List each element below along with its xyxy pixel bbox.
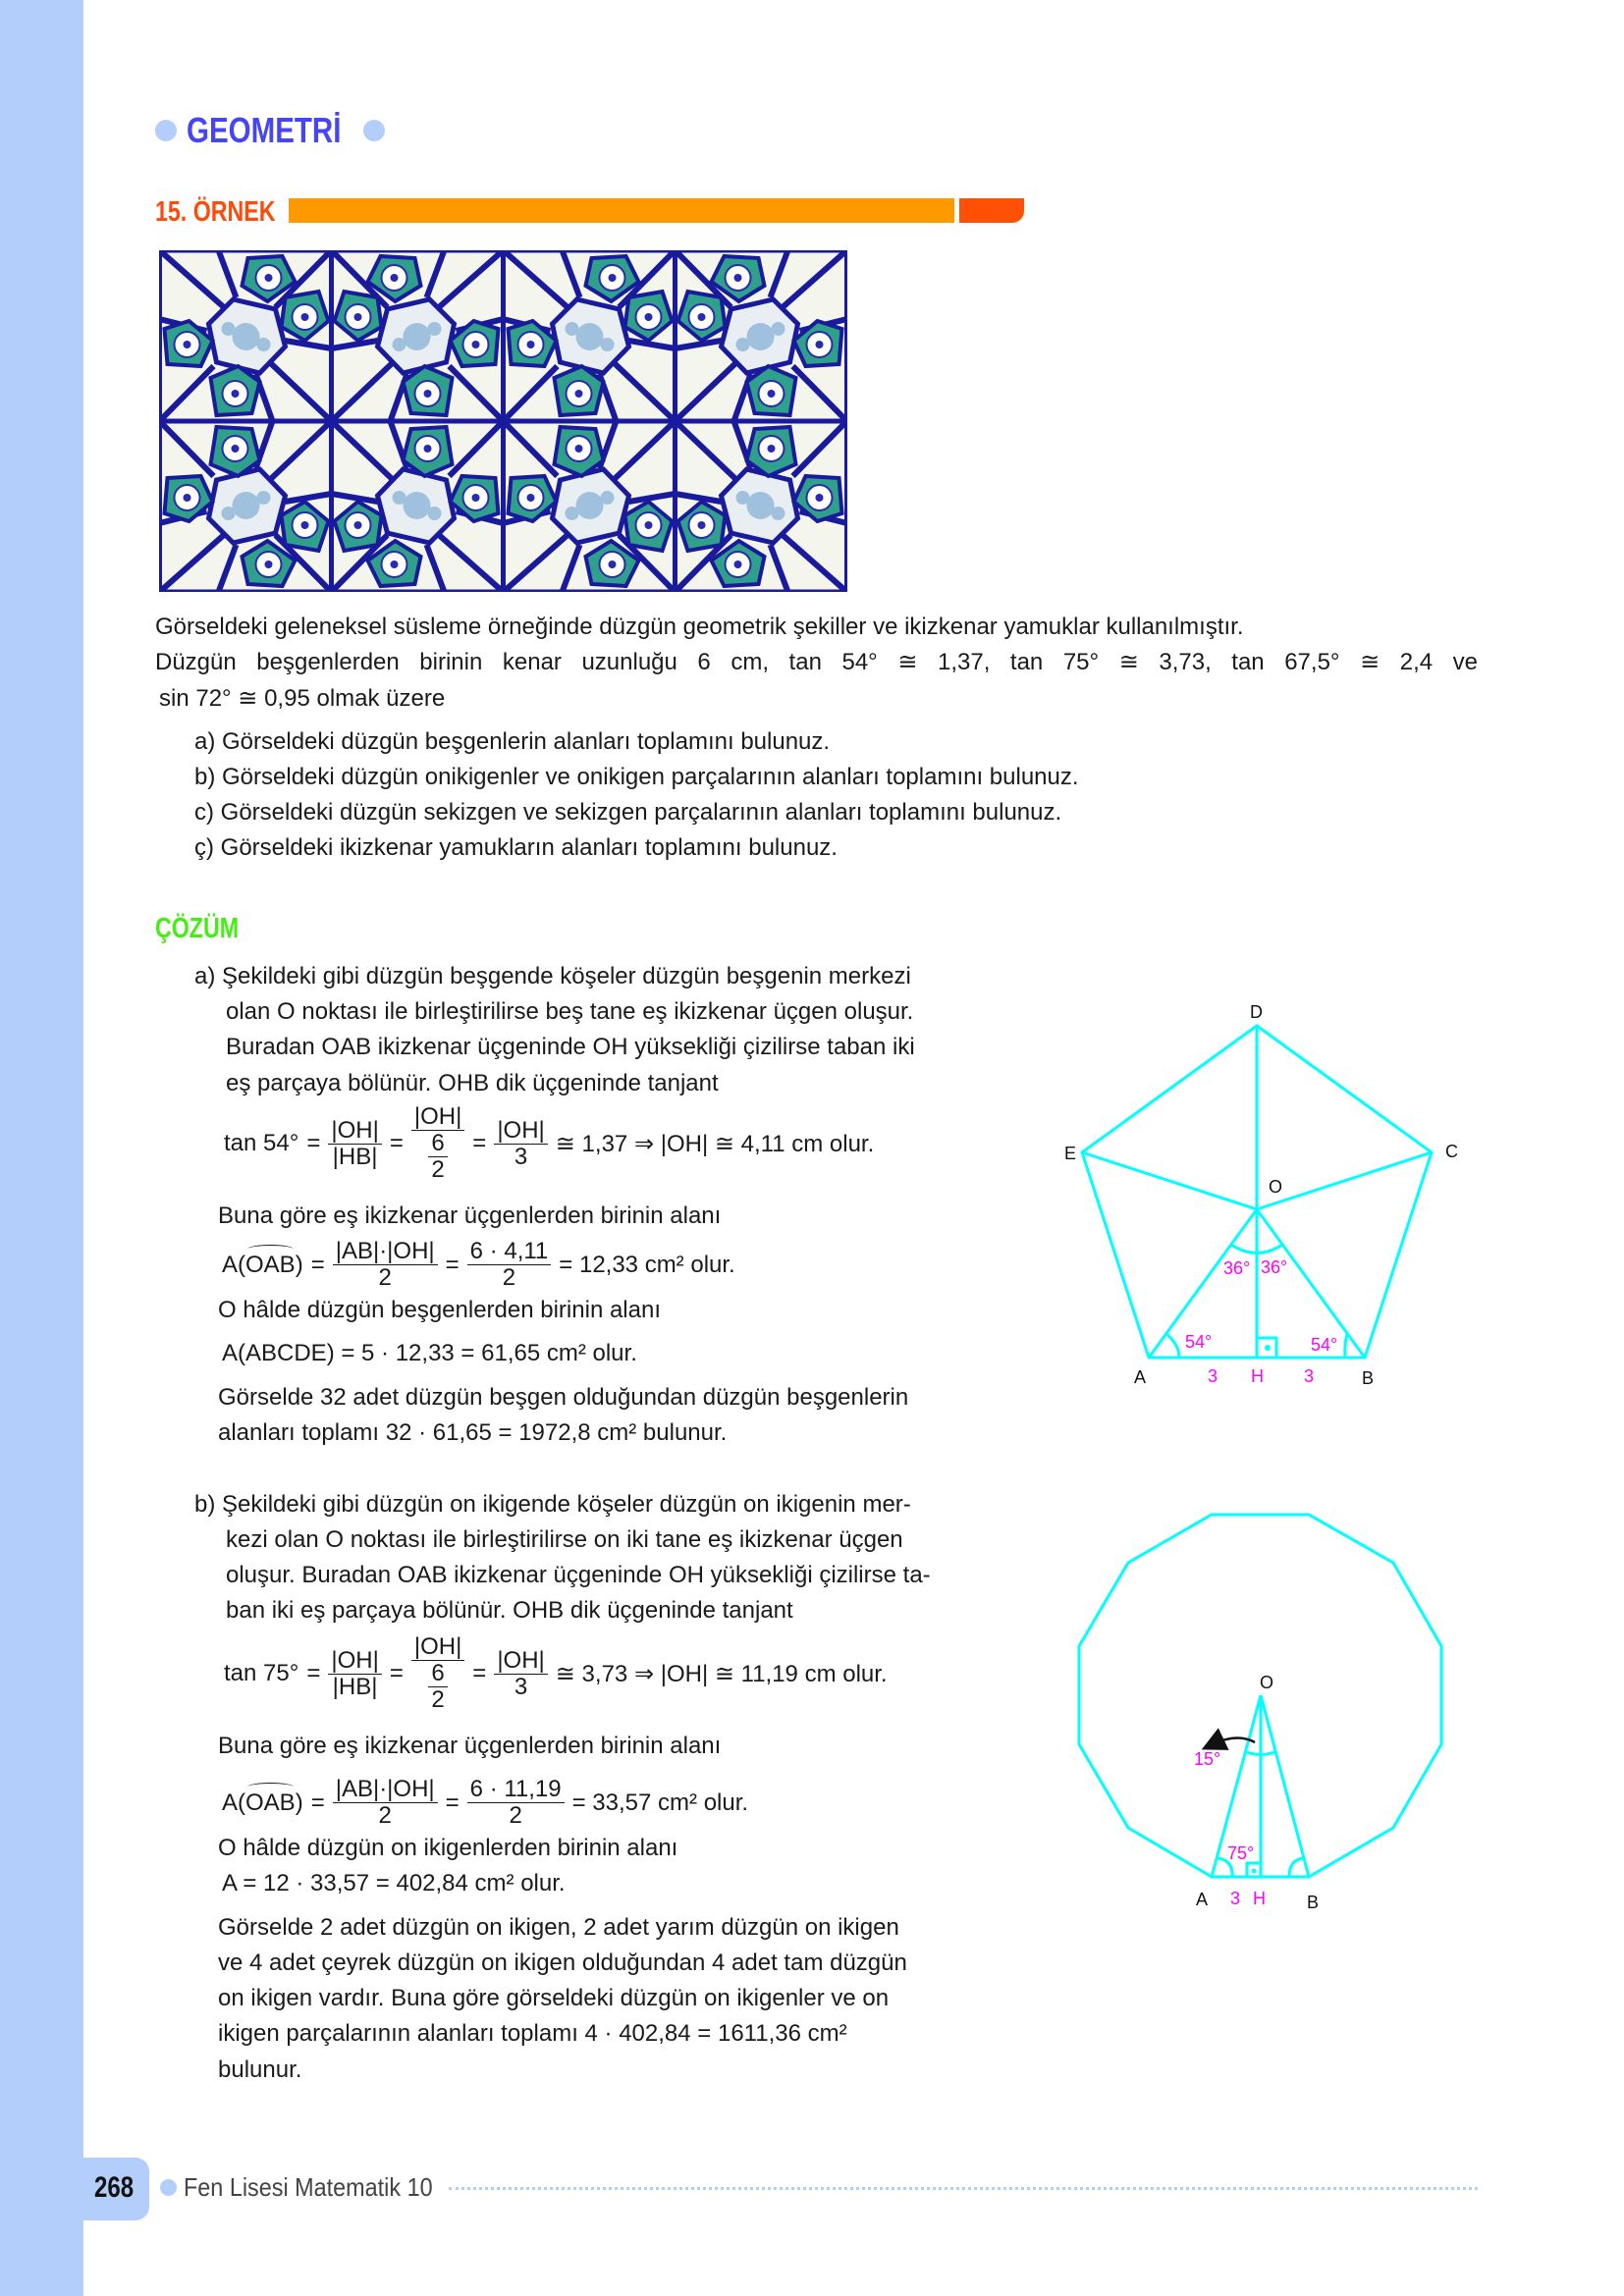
numerator: |OH| [411, 1634, 464, 1661]
label-a: A [1196, 1890, 1209, 1909]
formula-result: = 33,57 cm² olur. [571, 1789, 749, 1816]
solution-a-text: O hâlde düzgün beşgenlerden birinin alanı [218, 1297, 661, 1323]
equals: = [472, 1130, 487, 1156]
angle-label: 54° [1185, 1332, 1213, 1352]
angle-label: 36° [1223, 1258, 1251, 1278]
numerator: |OH| [328, 1118, 381, 1145]
fraction [411, 1634, 464, 1713]
angle-arc [1166, 1334, 1179, 1358]
formula-term: A(OAB) [222, 1251, 303, 1278]
denominator: |HB| [332, 1673, 378, 1700]
chapter-title: GEOMETRİ [187, 110, 342, 150]
numerator: 6 · 4,11 [467, 1239, 552, 1265]
pentagon-figure [1060, 1001, 1492, 1414]
problem-line: Görseldeki geleneksel süsleme örneğinde düzgün geometrik şekiller ve ikizkenar yamuklar kullanılmıştır. [155, 614, 1244, 640]
label-a: A [1134, 1367, 1147, 1387]
segment-label: 3 [1208, 1366, 1218, 1386]
formula-term: tan 54° [224, 1130, 299, 1156]
angle-arc [1289, 1858, 1303, 1877]
fraction [494, 1648, 547, 1700]
numerator: |OH| [328, 1648, 381, 1675]
page-number: 268 [94, 2171, 135, 2204]
equals: = [306, 1130, 321, 1156]
denominator [425, 1131, 450, 1183]
solution-a-line: a) Şekildeki gibi düzgün beşgende köşeler düzgün beşgenin merkezi [194, 963, 911, 989]
solution-a-conclusion: alanları toplamı 32 · 61,65 = 1972,8 cm² bulunur. [218, 1419, 728, 1446]
solution-b-conclusion: bulunur. [218, 2056, 302, 2083]
denominator: 2 [502, 1264, 516, 1291]
numerator: |AB|·|OH| [333, 1239, 438, 1265]
denominator: 2 [509, 1802, 522, 1829]
solution-b-text: Buna göre eş ikizkenar üçgenlerden birinin alanı [218, 1733, 722, 1759]
side-strip [0, 0, 83, 2296]
example-title: 15. ÖRNEK [155, 196, 276, 228]
numerator: |OH| [411, 1104, 464, 1131]
segment-label: 3 [1304, 1366, 1315, 1386]
denominator [425, 1661, 450, 1713]
solution-title: ÇÖZÜM [155, 913, 240, 944]
fraction [333, 1239, 438, 1291]
fraction [328, 1118, 381, 1170]
fraction [333, 1777, 438, 1829]
dodecagon-figure [1060, 1502, 1463, 1934]
bullet-icon [160, 2179, 177, 2196]
formula-term: A(OAB) [222, 1789, 303, 1816]
solution-a-line: olan O noktası ile birleştirilirse beş tane eş ikizkenar üçgen oluşur. [226, 998, 914, 1025]
label-h: H [1251, 1366, 1264, 1386]
formula-pentagon-area: A(ABCDE) = 5 · 12,33 = 61,65 cm² olur. [222, 1340, 637, 1366]
solution-b-line: b) Şekildeki gibi düzgün on ikigende köşeler düzgün on ikigenin mer- [194, 1491, 911, 1518]
example-bar-tab [959, 198, 1024, 223]
equals: = [445, 1251, 460, 1278]
bullet-icon [363, 120, 385, 141]
denominator: 2 [431, 1686, 445, 1713]
label-c: C [1445, 1142, 1458, 1161]
solution-a-text: Buna göre eş ikizkenar üçgenlerden birinin alanı [218, 1202, 722, 1229]
solution-b-line: ban iki eş parçaya bölünür. OHB dik üçgeninde tanjant [226, 1597, 793, 1624]
bullet-icon [155, 120, 177, 141]
numerator: 6 [428, 1131, 447, 1157]
tile [160, 421, 332, 592]
solution-b-conclusion: Görselde 2 adet düzgün on ikigen, 2 adet yarım düzgün on ikigen [218, 1914, 899, 1941]
tile [332, 421, 504, 592]
question-a: a) Görseldeki düzgün beşgenlerin alanları toplamını bulunuz. [194, 728, 831, 755]
fraction [494, 1118, 547, 1170]
fraction [467, 1777, 565, 1829]
denominator: 3 [514, 1673, 528, 1700]
chapter-header [155, 110, 385, 151]
equals: = [472, 1660, 487, 1686]
fraction [467, 1239, 552, 1291]
equals: = [445, 1789, 460, 1816]
denominator: 2 [378, 1264, 392, 1291]
denominator: 3 [514, 1143, 528, 1170]
solution-b-conclusion: on ikigen vardır. Buna göre görseldeki düzgün on ikigenler ve on [218, 1985, 890, 2011]
formula-result: = 12,33 cm² olur. [559, 1251, 735, 1278]
angle-label: 75° [1227, 1843, 1255, 1863]
label-o: O [1269, 1177, 1283, 1197]
numerator: 6 · 11,19 [467, 1777, 565, 1803]
angle-arc [1345, 1334, 1347, 1358]
formula-dodecagon-area: A = 12 · 33,57 = 402,84 cm² olur. [222, 1870, 566, 1896]
solution-a-line: Buradan OAB ikizkenar üçgeninde OH yüksekliği çizilirse taban iki [226, 1034, 915, 1060]
tile [160, 250, 332, 421]
tile [676, 421, 847, 592]
equals: = [389, 1130, 404, 1156]
label-d: D [1250, 1002, 1263, 1022]
example-bar [289, 198, 954, 223]
formula-result: ≅ 3,73 ⇒ |OH| ≅ 11,19 cm olur. [555, 1660, 888, 1687]
angle-label: 15° [1194, 1749, 1221, 1769]
tile [504, 421, 676, 592]
solution-a-conclusion: Görselde 32 adet düzgün beşgen olduğundan düzgün beşgenlerin [218, 1384, 909, 1411]
solution-a-line: eş parçaya bölünür. OHB dik üçgeninde tanjant [226, 1070, 719, 1096]
tile [676, 250, 847, 421]
formula-area-oab [222, 1239, 735, 1291]
equals: = [310, 1251, 325, 1278]
label-h: H [1253, 1889, 1266, 1908]
numerator: 6 [428, 1661, 447, 1687]
formula-term: tan 75° [224, 1660, 299, 1686]
formula-tan75 [224, 1634, 888, 1713]
angle-label: 54° [1311, 1335, 1338, 1355]
solution-b-conclusion: ve 4 adet çeyrek düzgün on ikigen olduğundan 4 adet tam düzgün [218, 1949, 907, 1976]
problem-line: Düzgün beşgenlerden birinin kenar uzunluğu 6 cm, tan 54° ≅ 1,37, tan 75° ≅ 3,73, tan 67,5° ≅ 2,4 ve [155, 649, 1478, 675]
question-c: c) Görseldeki düzgün sekizgen ve sekizgen parçalarının alanları toplamını bulunuz. [194, 799, 1062, 826]
label-o: O [1260, 1673, 1274, 1692]
label-b: B [1307, 1893, 1320, 1912]
denominator: |HB| [332, 1143, 378, 1170]
fraction [328, 1648, 381, 1700]
problem-line: sin 72° ≅ 0,95 olmak üzere [159, 685, 446, 712]
solution-b-line: oluşur. Buradan OAB ikizkenar üçgeninde OH yüksekliği çizilirse ta- [226, 1562, 931, 1588]
denominator: 2 [431, 1156, 445, 1183]
label-b: B [1362, 1368, 1375, 1388]
footer-dotted-rule [449, 2187, 1478, 2190]
solution-b-line: kezi olan O noktası ile birleştirilirse on iki tane eş ikizkenar üçgen [226, 1526, 903, 1553]
equals: = [306, 1660, 321, 1686]
numerator: |AB|·|OH| [333, 1777, 438, 1803]
equals: = [310, 1789, 325, 1816]
question-b: b) Görseldeki düzgün onikigenler ve onikigen parçalarının alanları toplamını bulunuz. [194, 764, 1079, 790]
angle-label: 36° [1261, 1257, 1288, 1277]
fraction [411, 1104, 464, 1183]
numerator: |OH| [494, 1118, 547, 1145]
numerator: |OH| [494, 1648, 547, 1675]
segment-label: 3 [1230, 1889, 1241, 1908]
denominator: 2 [378, 1802, 392, 1829]
formula-area-oab [222, 1777, 748, 1829]
formula-tan54 [224, 1104, 874, 1183]
tile [332, 250, 504, 421]
solution-b-conclusion: ikigen parçalarının alanları toplamı 4 · 402,84 = 1611,36 cm² [218, 2020, 847, 2047]
tile [504, 250, 676, 421]
equals: = [389, 1660, 404, 1686]
book-title: Fen Lisesi Matematik 10 [184, 2172, 433, 2202]
solution-b-text: O hâlde düzgün on ikigenlerden birinin alanı [218, 1835, 678, 1861]
question-c-cedilla: ç) Görseldeki ikizkenar yamukların alanları toplamını bulunuz. [194, 834, 838, 861]
tile-photo [159, 250, 847, 592]
formula-result: ≅ 1,37 ⇒ |OH| ≅ 4,11 cm olur. [555, 1130, 875, 1157]
label-e: E [1064, 1144, 1077, 1163]
